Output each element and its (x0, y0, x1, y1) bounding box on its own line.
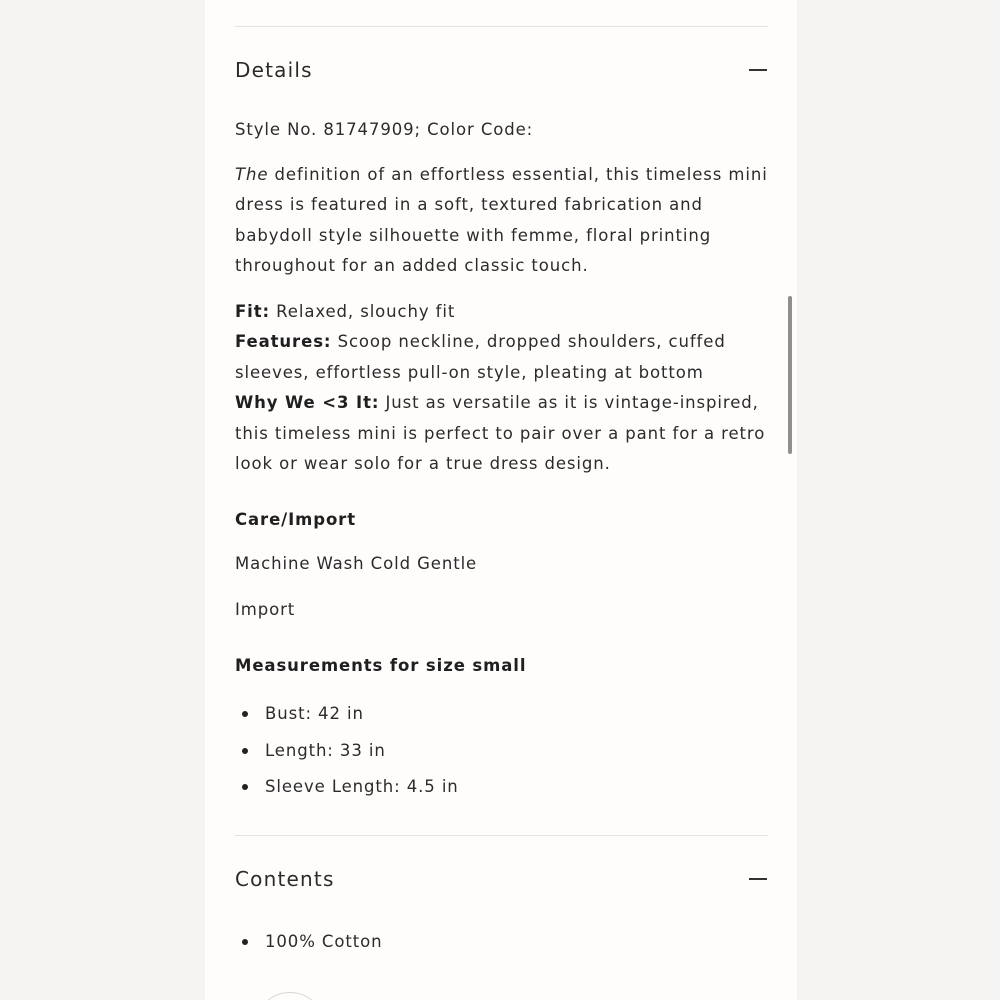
style-number-line: Style No. 81747909; Color Code: (235, 120, 534, 139)
care-wash-text: Machine Wash Cold Gentle (235, 554, 478, 573)
product-attributes (235, 297, 775, 479)
scrollbar-thumb[interactable] (788, 296, 792, 454)
content-material: 100% Cotton (265, 932, 383, 951)
fit-value: Relaxed, slouchy fit (270, 302, 456, 321)
backdrop-left (0, 0, 205, 1000)
why-label: Why We <3 It: (235, 393, 380, 413)
measurement-bust: Bust: 42 in (265, 704, 364, 723)
why-line (235, 388, 775, 479)
measurement-length: Length: 33 in (265, 740, 386, 760)
bullet-dot-icon (242, 939, 248, 945)
fit-label: Fit: (235, 302, 271, 321)
backdrop-right (797, 0, 1000, 1000)
care-import-heading: Care/Import (235, 510, 357, 529)
details-title: Details (235, 58, 313, 82)
measurements-heading: Measurements for size small (235, 656, 527, 675)
description-text: definition of an effortless essential, this timeless mini dress is featured in a soft, textured fabrication and babydoll style silhouette with femme, floral printing throughout for an added classic touch. (235, 165, 768, 276)
circle-button[interactable] (255, 992, 325, 1000)
fit-line (235, 297, 775, 327)
contents-accordion-header[interactable] (235, 864, 768, 894)
features-value: Scoop neckline, dropped shoulders, cuffed sleeves, effortless pull-on style, pleating at bottom (235, 332, 726, 382)
minus-icon[interactable] (749, 878, 767, 880)
list-item (235, 930, 382, 967)
list-item (235, 739, 459, 776)
list-item (235, 702, 459, 739)
details-accordion-header[interactable] (235, 55, 768, 85)
contents-list (235, 930, 382, 967)
care-import-text: Import (235, 600, 296, 619)
bullet-dot-icon (242, 711, 248, 717)
top-divider (235, 26, 768, 27)
list-item (235, 775, 459, 812)
features-line (235, 327, 775, 388)
bullet-dot-icon (242, 784, 248, 790)
why-value: Just as versatile as it is vintage-inspired, this timeless mini is perfect to pair over a pant for a retro look or wear solo for a true dress design. (235, 393, 766, 474)
contents-divider (235, 835, 768, 836)
product-description (235, 160, 775, 282)
contents-title: Contents (235, 867, 335, 891)
description-italic-word: The (235, 165, 269, 184)
product-details-panel (205, 0, 797, 1000)
features-label: Features: (235, 332, 332, 352)
bullet-dot-icon (242, 748, 248, 754)
minus-icon[interactable] (749, 69, 767, 71)
measurements-list (235, 702, 459, 812)
measurement-sleeve-length: Sleeve Length: 4.5 in (265, 777, 459, 796)
